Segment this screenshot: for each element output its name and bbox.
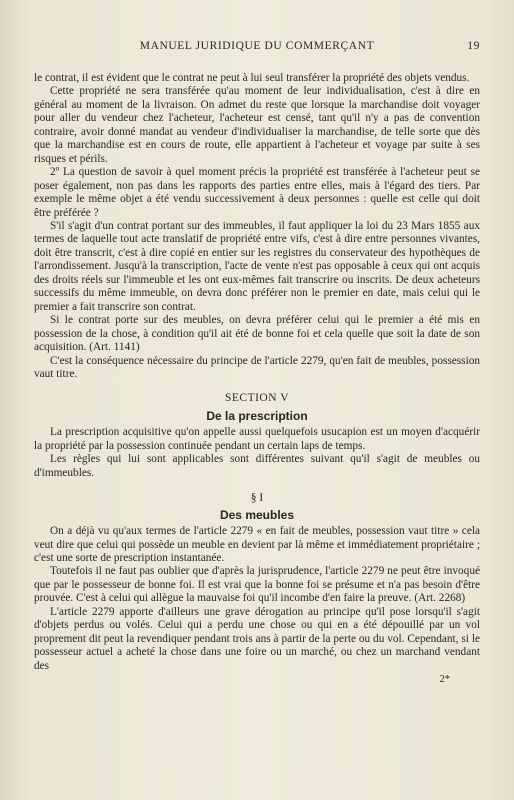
main-text	[34, 72, 480, 686]
paragraph: On a déjà vu qu'aux termes de l'article 2279 « en fait de meubles, possession vaut titre » cela veut dire que celui qui possède un meuble en devient par là même et immédiatement propriétaire ; c'est une sorte de prescription instantanée.	[34, 525, 480, 564]
section-label: SECTION V	[224, 392, 290, 405]
paragraph: Toutefois il ne faut pas oublier que d'après la jurisprudence, l'article 2279 ne peut être invoqué que par le possesseur de bonne foi. Il est vrai que la bonne foi se présume et n'a pas besoin d'être prouvée. C'est à celui qui allègue la mauvaise foi qu'il incombe d'en faire la preuve. (Art. 2268)	[34, 565, 480, 605]
paragraph: le contrat, il est évident que le contrat ne peut à lui seul transférer la propriété des objets vendus.	[34, 72, 470, 84]
running-title: MANUEL JURIDIQUE DU COMMERÇANT	[139, 40, 375, 52]
paragraph: S'il s'agit d'un contrat portant sur des immeubles, il faut appliquer la loi du 23 Mars 1855 aux termes de laquelle tout acte translatif de propriété entre vifs, c'est à dire entre personnes vivantes, doit être transcrit, c'est à dire copié en entier sur les registres du conservateur des hypothèques de l'arrondissement. Jusqu'à la transcription, l'acte de vente n'est pas opposable à ceux qui ont acquis des droits réels sur l'immeuble et les ont eux-mêmes fait transcrire ou inscrits. De deux acheteurs successifs du même immeuble, on devra donc préférer non le premier en date, mais celui qui le premier a fait transcrire son contrat.	[34, 219, 480, 313]
paragraph: 2º La question de savoir à quel moment précis la propriété est transférée à l'acheteur peut se poser également, non pas dans les rapports des parties entre elles, mais à l'égard des tiers. Par exemple le même objet a été vendu successivement à deux personnes : quelle est celle qui doit être préférée ?	[34, 166, 480, 219]
paragraph: La prescription acquisitive qu'on appelle aussi quelquefois usucapion est un moyen d'acquérir la propriété par la possession continuée pendant un certain laps de temps.	[34, 426, 480, 452]
paragraph: L'article 2279 apporte d'ailleurs une grave dérogation au principe qu'il pose lorsqu'il s'agit d'objets perdus ou volés. Celui qui a perdu une chose ou qui en a été dépouillé par un vol proprement dit peut la revendiquer pendant trois ans à partir de la perte ou du vol. Cependant, si le possesseur actuel a acheté la chose dans une foire ou un marché, ou chez un marchand vendant des	[34, 605, 480, 672]
paragraph: Les règles qui lui sont applicables sont différentes suivant qu'il s'agit de meubles ou d'immeubles.	[34, 453, 480, 479]
subsection-label: § I	[250, 492, 264, 505]
paragraph: Si le contrat porte sur des meubles, on devra préférer celui qui le premier a été mis en possession de la chose, à condition qu'il ait été de bonne foi et cela quelle que soit la date de son acquisition. (Art. 1141)	[34, 314, 480, 354]
signature-mark: 2*	[439, 674, 450, 686]
paragraph: C'est la conséquence nécessaire du principe de l'article 2279, qu'en fait de meubles, possession vaut titre.	[34, 354, 480, 380]
section-title: De la prescription	[206, 408, 308, 423]
page-number: 19	[467, 40, 480, 52]
subsection-title: Des meubles	[219, 507, 295, 522]
running-head	[34, 40, 480, 58]
paragraph: Cette propriété ne sera transférée qu'au moment de leur individualisation, c'est à dire en général au moment de la livraison. On admet du reste que lorsque la marchandise doit voyager pour aller du vendeur chez l'acheteur, l'acheteur est censé, tant qu'il n'y a pas de convention contraire, avoir donné mandat au vendeur d'individualiser la marchandise, de telle sorte que dès que la marchandise est en cours de route, elle appartient à l'acheteur et voyage par suite à ses risques et périls.	[34, 85, 480, 165]
